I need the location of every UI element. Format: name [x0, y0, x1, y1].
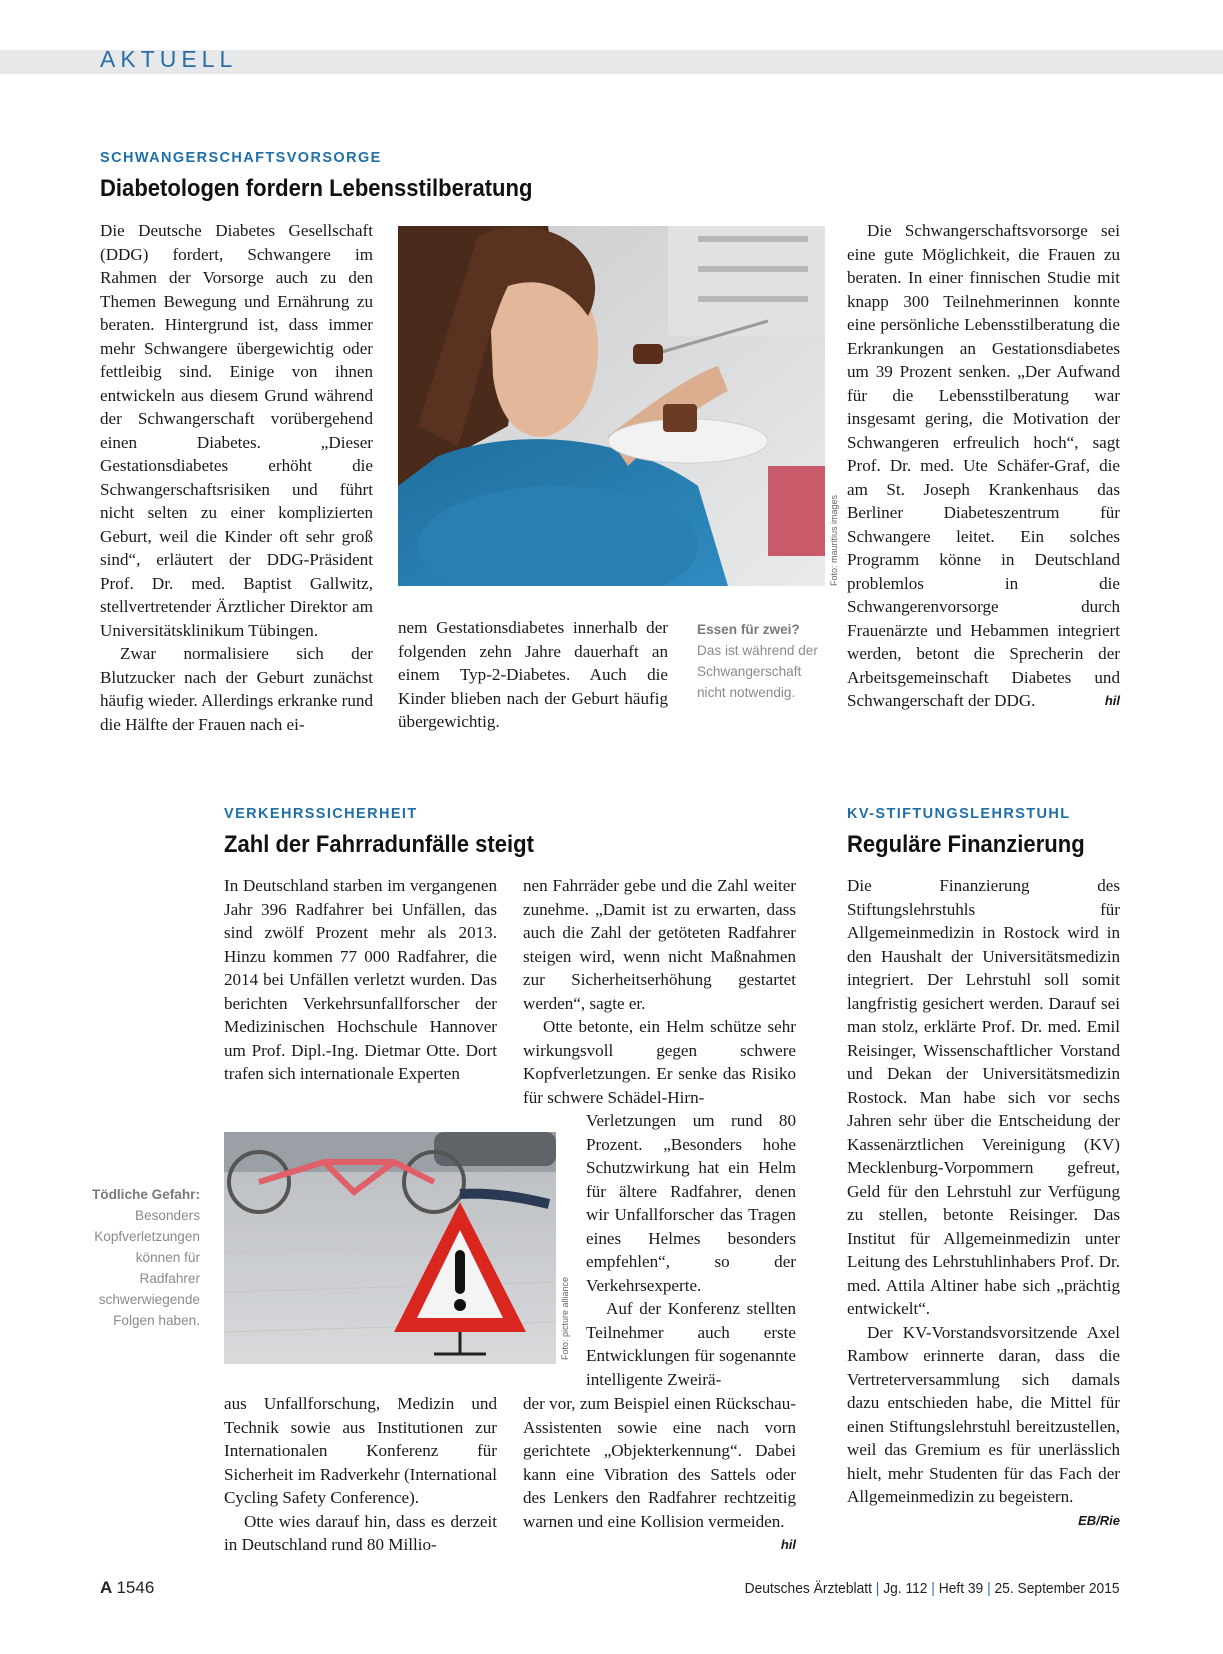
article3-column — [847, 874, 1120, 1532]
publication-issue: Heft 39 — [939, 1580, 984, 1597]
article1-column-2 — [398, 616, 668, 734]
article1-paragraph: Die Schwangerschaftsvorsorge sei eine gute Möglichkeit, die Frauen zu beraten. In einer finnischen Studie mit knapp 300 Teilnehmerinnen konnte eine persönliche Lebensstilberatung die Erkrankungen an Gestationsdiabetes um 39 Prozent senken. „Der Aufwand für die Lebensstilberatung war insgesamt gering, die Motivation der Schwangeren erfreulich hoch“, sagt Prof. Dr. med. Ute Schäfer-Graf, die am St. Joseph Krankenhaus das Berliner Diabeteszentrum für Schwangere leitet. Ein solches Programm könne in Deutschland problemlos in die Schwangerenvorsorge durch Frauenärzte und Hebammen integriert werden, betont die Sprecherin der Arbeitsgemeinschaft Diabetes und Schwangerschaft der DDG. — [847, 221, 1120, 710]
article1-photo — [398, 226, 825, 586]
article3-paragraph: Der KV-Vorstandsvorsitzende Axel Rambow erinnerte daran, dass die Vertreterversammlung sich damals dazu entschieden habe, die Mittel für einen Stiftungslehrstuhl bereitzustellen, weil das Gremium es für unerlässlich hielt, mehr Studenten für das Fach der Allgemeinmedizin zu begeistern. — [847, 1322, 1120, 1506]
article1-caption-text: Das ist während der Schwangerschaft nicht notwendig. — [697, 643, 818, 700]
article2-column-1-top — [224, 874, 497, 1086]
article3-paragraph: Die Finanzierung des Stiftungslehrstuhls für Allgemeinmedizin in Rostock wird in den Haushalt der Universitätsmedizin integriert. Der Lehrstuhl soll somit langfristig gesichert werden. Darauf sei man stolz, erklärte Prof. Dr. med. Emil Reisinger, Wissenschaftlicher Vorstand und Dekan der Universitätsmedizin Rostock. Man habe sich vor sechs Jahren sehr über die Entscheidung der Kassenärztlichen Vereinigung (KV) Mecklenburg-Vorpommern gefreut, Geld für den Lehrstuhl zur Verfügung zu stellen, betonte Reisinger. Das Institut für Allgemeinmedizin unter Leitung des Lehrstuhlinhabers Prof. Dr. med. Attila Altiner habe sich „prächtig entwickelt“. — [847, 876, 1120, 1318]
article2-caption — [90, 1184, 200, 1331]
publication-volume: Jg. 112 — [883, 1580, 928, 1597]
article2-photo — [224, 1132, 556, 1364]
article1-signature: hil — [1104, 693, 1120, 708]
page-prefix: A — [100, 1578, 113, 1597]
article2-paragraph: Auf der Konferenz stellten Teilnehmer auch erste Entwicklungen für sogenannte intelligente Zweirä- — [586, 1299, 796, 1389]
article2-paragraph: Verletzungen um rund 80 Prozent. „Besonders hohe Schutzwirkung hat ein Helm für ältere Radfahrer, denen wir Unfallforscher das Tragen eines Helmes besonders empfehlen“, so der Verkehrsexperte. — [586, 1111, 796, 1295]
article2-column-1-bottom — [224, 1392, 497, 1557]
warning-triangle-bicycle-image — [224, 1132, 556, 1364]
article1-caption-title: Essen für zwei? — [697, 622, 800, 637]
article2-paragraph: Otte wies darauf hin, dass es derzeit in Deutschland rund 80 Millio- — [224, 1511, 497, 1554]
publication-date: 25. September 2015 — [994, 1580, 1120, 1597]
article1-kicker: SCHWANGERSCHAFTSVORSORGE — [100, 150, 382, 166]
article2-paragraph: nen Fahrräder gebe und die Zahl weiter zunehme. „Damit ist zu erwarten, dass auch die Zahl der getöteten Radfahrer steigen wird, wenn nicht Maßnahmen zur Sicherheitserhöhung gestartet werden“, sagte er. — [523, 876, 796, 1013]
article3-headline: Reguläre Finanzierung — [847, 831, 1085, 858]
article1-paragraph: nem Gestationsdiabetes innerhalb der folgenden zehn Jahre dauerhaft an einem Typ-2-Diabetes. Auch die Kinder blieben nach der Geburt häufig übergewichtig. — [398, 618, 668, 731]
article1-column-1 — [100, 219, 373, 736]
article3-signature: EB/Rie — [1078, 1512, 1120, 1528]
article2-signature: hil — [780, 1537, 796, 1552]
section-label: AKTUELL — [100, 46, 238, 72]
article2-paragraph: Otte betonte, ein Helm schütze sehr wirkungsvoll gegen schwere Kopfverletzungen. Er senke das Risiko für schwere Schädel-Hirn- — [523, 1017, 796, 1107]
article2-paragraph: In Deutschland starben im vergangenen Jahr 396 Radfahrer bei Unfällen, das sind zwölf Prozent mehr als 2013. Hinzu kommen 77 000 Radfahrer, die 2014 bei Unfällen verletzt wurden. Das berichten Verkehrsunfallforscher der Medizinischen Hochschule Hannover um Prof. Dipl.-Ing. Dietmar Otte. Dort trafen sich internationale Experten — [224, 876, 497, 1083]
article2-headline: Zahl der Fahrradunfälle steigt — [224, 831, 534, 858]
pregnant-woman-eating-cake-image — [398, 226, 825, 586]
article2-paragraph: der vor, zum Beispiel einen Rückschau-Assistenten sowie eine nach vorn gerichtete „Objekterkennung“. Dabei kann eine Vibration des Sattels oder des Lenkers den Radfahrer rechtzeitig warnen und eine Kollision vermeiden. — [523, 1394, 796, 1531]
article2-paragraph: aus Unfallforschung, Medizin und Technik sowie aus Institutionen zur Internationalen Konferenz für Sicherheit im Radverkehr (International Cycling Safety Conference). — [224, 1394, 497, 1507]
article1-paragraph: Zwar normalisiere sich der Blutzucker nach der Geburt zunächst häufig wieder. Allerdings erkranke rund die Hälfte der Frauen nach ei- — [100, 644, 373, 734]
page-number — [100, 1578, 154, 1598]
article1-headline: Diabetologen fordern Lebensstilberatung — [100, 175, 533, 202]
article3-kicker: KV-STIFTUNGSLEHRSTUHL — [847, 806, 1071, 822]
article1-photo-credit: Foto: mauritius images — [829, 494, 839, 586]
article2-photo-credit: Foto: picture alliance — [560, 1276, 570, 1360]
publication-info: Deutsches Ärzteblatt | Jg. 112 | Heft 39 | 25. September 2015 — [745, 1580, 1120, 1597]
article1-caption — [697, 619, 827, 703]
article2-column-2-top — [523, 874, 796, 1109]
article2-kicker: VERKEHRSSICHERHEIT — [224, 806, 418, 822]
article1-paragraph: Die Deutsche Diabetes Gesellschaft (DDG) fordert, Schwangere im Rahmen der Vorsorge auch zu den Themen Bewegung und Ernährung zu beraten. Hintergrund ist, dass immer mehr Schwangere übergewichtig oder fettleibig sind. Einige von ihnen entwickeln aus diesem Grund während der Schwangerschaft vorübergehend einen Diabetes. „Dieser Gestationsdiabetes erhöht die Schwangerschaftsrisiken und führt nicht selten zu einer komplizierten Geburt, weil die Kinder oft sehr groß sind“, erläutert der DDG-Präsident Prof. Dr. med. Baptist Gallwitz, stellvertretender Ärztlicher Direktor am Universitätsklinikum Tübingen. — [100, 221, 373, 640]
article2-caption-title: Tödliche Gefahr: — [91, 1187, 200, 1202]
article1-column-3 — [847, 219, 1120, 713]
article2-column-2-narrow — [586, 1109, 796, 1391]
page-number-value: 1546 — [116, 1578, 155, 1597]
article2-column-2-bottom — [523, 1392, 796, 1557]
publication-name: Deutsches Ärzteblatt — [745, 1580, 873, 1597]
article2-caption-text: Besonders Kopfverletzungen können für Radfahrer schwerwiegende Folgen haben. — [94, 1208, 200, 1328]
